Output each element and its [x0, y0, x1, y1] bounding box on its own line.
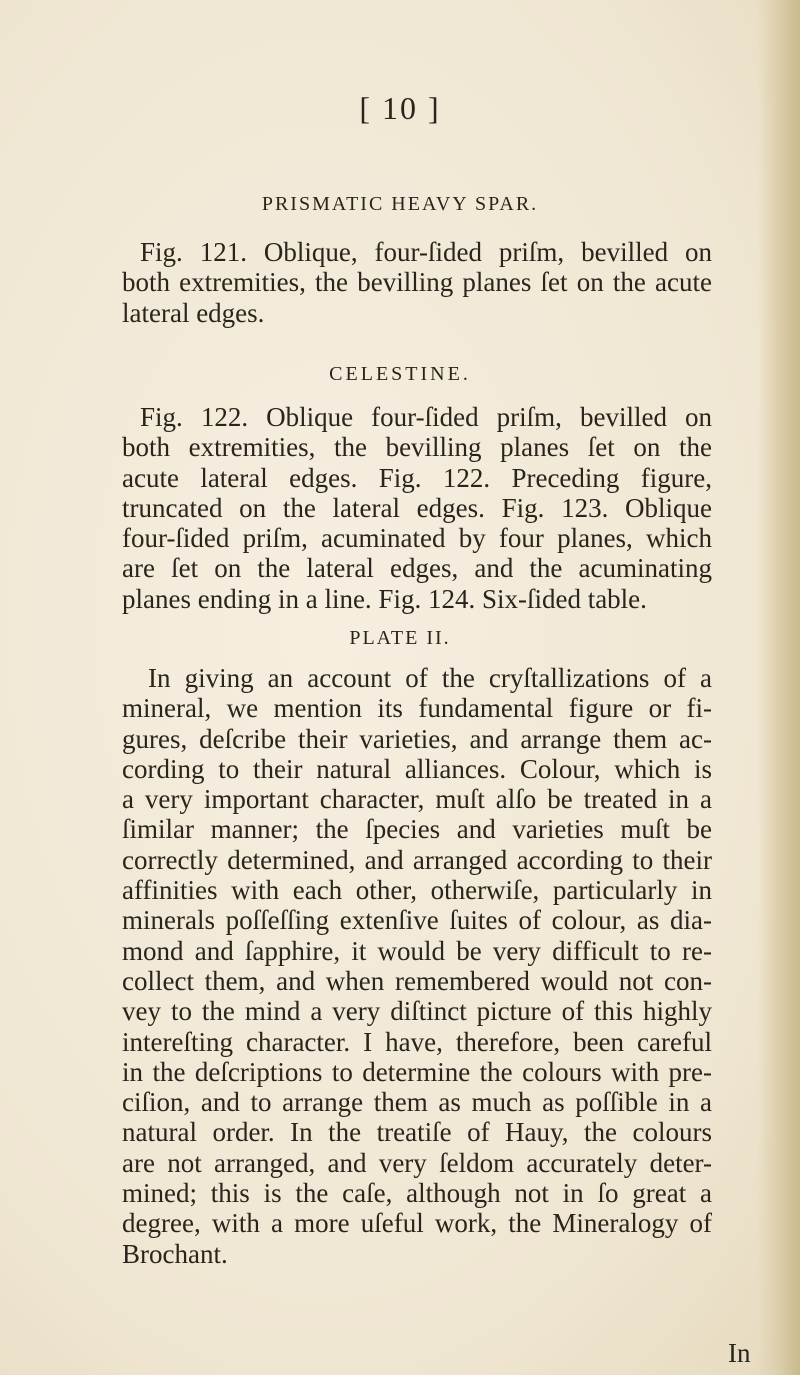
- text-line: mineral, we mention its fundamental figure or fi-: [122, 693, 712, 724]
- text-line: both extremities, the bevilling planes ſet on the: [122, 432, 712, 463]
- text-line: mined; this is the caſe, although not in ſo great a: [122, 1178, 712, 1209]
- text-line: Fig. 121. Oblique, four-ſided priſm, bevilled on: [140, 237, 712, 267]
- text-line: Brochant.: [122, 1238, 228, 1269]
- text-line: planes ending in a line. Fig. 124. Six-ſided table.: [122, 583, 647, 614]
- text-line: collect them, and when remembered would not con-: [122, 965, 712, 996]
- text-line: gures, deſcribe their varieties, and arrange them ac-: [122, 723, 712, 754]
- text-line: mond and ſapphire, it would be very difficult to re-: [122, 935, 712, 966]
- text-line: natural order. In the treatiſe of Hauy, the colours: [122, 1117, 712, 1148]
- text-line: acute lateral edges. Fig. 122. Preceding figure,: [122, 462, 712, 493]
- heading-celestine: CELESTINE.: [329, 363, 471, 385]
- text-line: a very important character, muſt alſo be treated in a: [122, 784, 712, 815]
- text-line: are not arranged, and very ſeldom accurately deter-: [122, 1147, 712, 1178]
- text-line: both extremities, the bevilling planes ſet on the acute: [122, 267, 712, 298]
- text-line: ſimilar manner; the ſpecies and varieties muſt be: [122, 814, 712, 845]
- text-line: ciſion, and to arrange them as much as poſſible in a: [122, 1087, 712, 1118]
- text-line: lateral edges.: [122, 297, 265, 328]
- catchword: In: [728, 1338, 751, 1368]
- text-line: are ſet on the lateral edges, and the acuminating: [122, 553, 712, 584]
- paragraph-plate-ii: [122, 663, 712, 1269]
- text-line: In giving an account of the cryſtallizations of a: [148, 663, 712, 693]
- text-line: Fig. 122. Oblique four-ſided priſm, bevilled on: [140, 402, 712, 432]
- text-line: in the deſcriptions to determine the colours with pre-: [122, 1056, 712, 1087]
- text-line: truncated on the lateral edges. Fig. 123. Oblique: [122, 492, 712, 523]
- text-line: intereſting character. I have, therefore, been careful: [122, 1026, 712, 1057]
- heading-plate-ii: PLATE II.: [349, 627, 451, 649]
- paragraph-prismatic: [122, 237, 712, 328]
- page-number: [ 10 ]: [359, 90, 441, 126]
- text-line: vey to the mind a very diſtinct picture of this highly: [122, 996, 712, 1027]
- paragraph-celestine: [122, 402, 712, 614]
- text-line: four-ſided priſm, acuminated by four planes, which: [122, 523, 712, 554]
- text-line: correctly determined, and arranged according to their: [122, 844, 712, 875]
- text-line: minerals poſſeſſing extenſive ſuites of colour, as dia-: [122, 905, 712, 936]
- heading-prismatic-heavy-spar: PRISMATIC HEAVY SPAR.: [261, 193, 539, 215]
- text-line: affinities with each other, otherwiſe, particularly in: [122, 875, 712, 906]
- text-line: cording to their natural alliances. Colour, which is: [122, 753, 712, 784]
- text-line: degree, with a more uſeful work, the Mineralogy of: [122, 1208, 712, 1239]
